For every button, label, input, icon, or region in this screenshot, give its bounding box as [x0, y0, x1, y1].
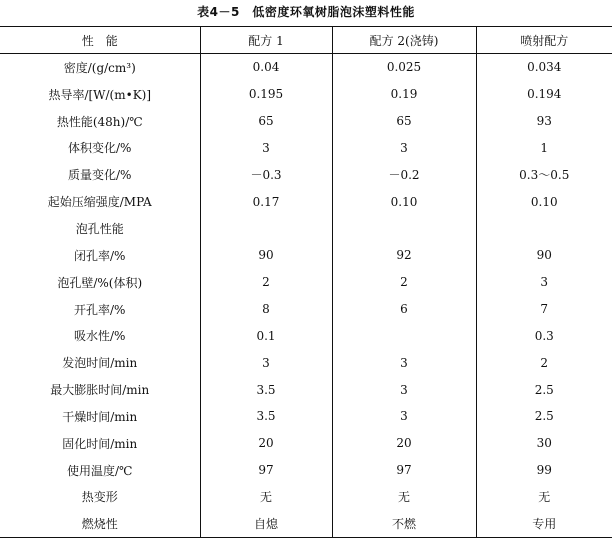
property-name: 吸水性/%	[74, 329, 126, 344]
table-row	[0, 108, 612, 135]
table-header	[0, 27, 612, 54]
table-row	[0, 188, 612, 215]
property-name: 发泡时间/min	[62, 356, 138, 371]
property-name: 使用温度/℃	[67, 463, 133, 478]
table-row	[0, 242, 612, 269]
property-name: 最大膨胀时间/min	[50, 383, 150, 398]
formula-2-value	[332, 322, 476, 349]
table-body	[0, 54, 612, 538]
spray-formula-value: 无	[476, 484, 612, 511]
property-name: 热性能(48h)/℃	[56, 114, 143, 129]
formula-2-value: 0.10	[332, 188, 476, 215]
spray-formula-value: 0.3～0.5	[476, 161, 612, 188]
property-name: 闭孔率/%	[74, 248, 126, 263]
table-caption: 表4－5 低密度环氧树脂泡沫塑料性能	[197, 5, 415, 19]
table-row	[0, 215, 612, 242]
property-name: 密度/(g/cm³)	[63, 60, 136, 75]
spray-formula-value: 90	[476, 242, 612, 269]
formula-2-value: 65	[332, 108, 476, 135]
header-formula-2-cast: 配方 2(浇铸)	[332, 27, 476, 54]
header-row	[0, 27, 612, 54]
table-row	[0, 322, 612, 349]
spray-formula-value: 2.5	[476, 376, 612, 403]
spray-formula-value: 2.5	[476, 403, 612, 430]
property-name: 起始压缩强度/MPA	[47, 195, 152, 210]
table-row	[0, 296, 612, 323]
spray-formula-value: 7	[476, 296, 612, 323]
table-row	[0, 269, 612, 296]
formula-2-value: 6	[332, 296, 476, 323]
formula-1-value: 97	[200, 457, 332, 484]
spray-formula-value: 2	[476, 349, 612, 376]
table-row	[0, 430, 612, 457]
spray-formula-value: 3	[476, 269, 612, 296]
table-row	[0, 376, 612, 403]
formula-1-value: 3	[200, 135, 332, 162]
property-name: 干燥时间/min	[62, 409, 138, 424]
formula-2-value: 0.025	[332, 54, 476, 81]
formula-1-value: 20	[200, 430, 332, 457]
formula-1-value: 3	[200, 349, 332, 376]
formula-1-value: 0.17	[200, 188, 332, 215]
properties-table	[0, 26, 612, 538]
formula-1-value: 8	[200, 296, 332, 323]
property-name: 热导率/[W/(m•K)]	[48, 87, 152, 102]
spray-formula-value: 0.10	[476, 188, 612, 215]
formula-2-value: 3	[332, 403, 476, 430]
formula-2-value: 2	[332, 269, 476, 296]
table-row	[0, 403, 612, 430]
formula-2-value: 无	[332, 484, 476, 511]
formula-1-value: 0.195	[200, 81, 332, 108]
formula-1-value: 自熄	[200, 510, 332, 537]
formula-2-value: 97	[332, 457, 476, 484]
property-name: 固化时间/min	[62, 436, 138, 451]
table-row	[0, 54, 612, 81]
spray-formula-value: 0.194	[476, 81, 612, 108]
property-name: 泡孔性能	[75, 221, 124, 236]
property-name: 体积变化/%	[68, 141, 132, 156]
spray-formula-value: 93	[476, 108, 612, 135]
formula-1-value: 3.5	[200, 376, 332, 403]
formula-1-value: 无	[200, 484, 332, 511]
table-row	[0, 510, 612, 537]
formula-1-value: 0.1	[200, 322, 332, 349]
formula-1-value: 90	[200, 242, 332, 269]
formula-2-value: 0.19	[332, 81, 476, 108]
formula-1-value: 2	[200, 269, 332, 296]
formula-2-value: 3	[332, 376, 476, 403]
spray-formula-value: 0.3	[476, 322, 612, 349]
formula-2-value: －0.2	[332, 161, 476, 188]
header-property: 性 能	[0, 27, 200, 54]
formula-1-value: 65	[200, 108, 332, 135]
formula-2-value: 3	[332, 135, 476, 162]
property-name: 热变形	[81, 490, 118, 505]
table-row	[0, 484, 612, 511]
spray-formula-value	[476, 215, 612, 242]
spray-formula-value: 1	[476, 135, 612, 162]
formula-2-value	[332, 215, 476, 242]
property-name: 燃烧性	[0, 510, 200, 537]
formula-2-value: 3	[332, 349, 476, 376]
spray-formula-value: 99	[476, 457, 612, 484]
formula-1-value: －0.3	[200, 161, 332, 188]
property-name: 开孔率/%	[74, 302, 126, 317]
formula-2-value: 不燃	[332, 510, 476, 537]
spray-formula-value: 0.034	[476, 54, 612, 81]
header-spray-formula: 喷射配方	[476, 27, 612, 54]
table-row	[0, 135, 612, 162]
header-formula-1: 配方 1	[200, 27, 332, 54]
table-row	[0, 457, 612, 484]
formula-2-value: 20	[332, 430, 476, 457]
spray-formula-value: 专用	[476, 510, 612, 537]
formula-1-value: 3.5	[200, 403, 332, 430]
table-row	[0, 81, 612, 108]
property-name: 质量变化/%	[68, 168, 132, 183]
formula-2-value: 92	[332, 242, 476, 269]
formula-1-value: 0.04	[200, 54, 332, 81]
spray-formula-value: 30	[476, 430, 612, 457]
table-row	[0, 161, 612, 188]
property-name: 泡孔壁/%(体积)	[57, 275, 143, 290]
table-row	[0, 349, 612, 376]
formula-1-value	[200, 215, 332, 242]
